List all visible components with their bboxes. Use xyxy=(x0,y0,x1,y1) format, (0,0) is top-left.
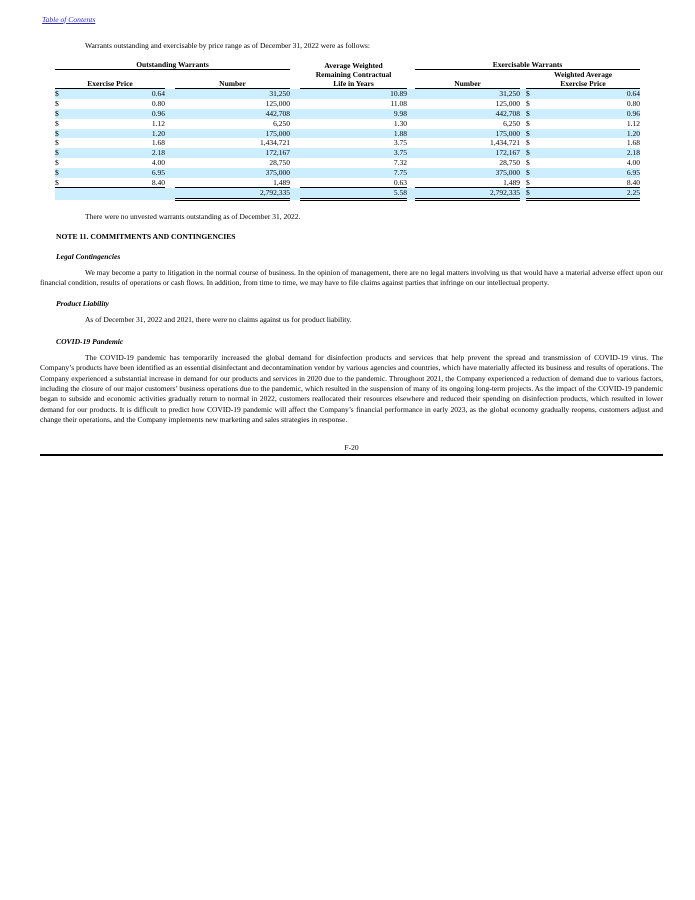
life-in-years-cell: 7.75 xyxy=(300,168,407,178)
column-spacer xyxy=(290,119,300,129)
currency-symbol: $ xyxy=(55,148,67,158)
column-spacer xyxy=(165,119,175,129)
life-in-years-cell: 7.32 xyxy=(393,157,408,167)
footer-rule xyxy=(40,454,663,456)
exercisable-number-cell: 1,434,721 xyxy=(490,138,521,148)
avg-weighted-line3: Life in Years xyxy=(333,79,374,89)
warrants-row xyxy=(55,138,640,148)
outstanding-number-cell: 31,250 xyxy=(175,89,290,99)
life-in-years-total: 5.58 xyxy=(300,188,407,200)
column-spacer xyxy=(165,168,175,178)
currency-symbol-empty xyxy=(55,188,67,200)
column-spacer xyxy=(407,178,415,188)
weighted-avg-price-cell: 1.20 xyxy=(538,129,640,139)
exercisable-warrants-header: Exercisable Warrants xyxy=(415,60,640,70)
warrants-row xyxy=(55,158,640,168)
weighted-avg-price-cell: 0.96 xyxy=(538,109,640,119)
product-liability-text: As of December 31, 2022 and 2021, there were no claims against us for product liability. xyxy=(85,315,352,325)
life-in-years-cell: 11.08 xyxy=(390,99,408,109)
currency-symbol: $ xyxy=(55,118,59,128)
product-liability-heading: Product Liability xyxy=(56,299,109,309)
outstanding-number-cell: 172,167 xyxy=(175,148,290,158)
avg-weighted-line2: Remaining Contractual xyxy=(315,70,392,80)
currency-symbol: $ xyxy=(526,138,530,148)
warrants-row xyxy=(55,148,640,158)
currency-symbol: $ xyxy=(526,89,538,99)
currency-symbol: $ xyxy=(55,138,59,148)
table-of-contents-link[interactable]: Table of Contents xyxy=(42,15,96,24)
avg-weighted-life-header xyxy=(300,60,407,89)
column-spacer xyxy=(165,138,175,148)
column-spacer xyxy=(290,89,300,99)
covid-pandemic-heading: COVID-19 Pandemic xyxy=(56,336,124,346)
column-spacer xyxy=(165,188,175,200)
page-number: F-20 xyxy=(344,443,359,452)
warrants-table-body xyxy=(55,89,640,200)
exercisable-number-cell: 28,750 xyxy=(499,157,521,167)
column-spacer xyxy=(407,119,415,129)
intro-text: Warrants outstanding and exercisable by price range as of December 31, 2022 were as follows: xyxy=(85,41,370,50)
warrants-row xyxy=(55,89,640,99)
outstanding-number-cell: 125,000 xyxy=(265,99,291,109)
currency-symbol: $ xyxy=(55,99,59,109)
exercisable-number-cell: 6,250 xyxy=(503,118,521,128)
column-spacer xyxy=(407,158,415,168)
exercise-price-cell: 4.00 xyxy=(151,157,165,167)
currency-symbol: $ xyxy=(526,188,538,200)
exercisable-number-cell: 375,000 xyxy=(415,168,520,178)
exercise-price-cell: 0.96 xyxy=(67,109,165,119)
outstanding-warrants-header: Outstanding Warrants xyxy=(55,60,290,70)
weighted-avg-price-cell: 0.64 xyxy=(538,89,640,99)
column-spacer xyxy=(290,99,300,109)
column-spacer xyxy=(165,148,175,158)
life-in-years-cell: 1.30 xyxy=(393,118,408,128)
column-spacer xyxy=(407,129,415,139)
currency-symbol: $ xyxy=(526,118,530,128)
weighted-avg-price-total: 2.25 xyxy=(538,188,640,200)
legal-contingencies-heading: Legal Contingencies xyxy=(56,251,121,261)
column-spacer xyxy=(290,178,300,188)
weighted-avg-price-cell: 6.95 xyxy=(538,168,640,178)
weighted-avg-price-cell: 8.40 xyxy=(538,178,640,188)
currency-symbol: $ xyxy=(526,157,530,167)
weighted-avg-price-cell: 1.68 xyxy=(626,138,641,148)
unvested-note: There were no unvested warrants outstanding as of December 31, 2022. xyxy=(85,212,301,222)
exercisable-number-cell: 442,708 xyxy=(415,109,520,119)
column-spacer xyxy=(165,99,175,109)
life-in-years-cell: 0.63 xyxy=(300,178,407,188)
exercise-price-cell: 2.18 xyxy=(67,148,165,158)
currency-symbol: $ xyxy=(55,89,67,99)
column-spacer xyxy=(407,138,415,148)
column-spacer xyxy=(407,109,415,119)
currency-symbol: $ xyxy=(526,168,538,178)
column-spacer xyxy=(407,60,415,70)
exercise-price-total-empty xyxy=(67,188,165,200)
section-covid-pandemic xyxy=(0,337,695,426)
exercise-price-column-header: Exercise Price xyxy=(55,70,165,89)
exercise-price-cell: 1.12 xyxy=(151,118,165,128)
column-spacer xyxy=(165,129,175,139)
column-spacer xyxy=(290,168,300,178)
weighted-avg-price-cell: 0.80 xyxy=(626,99,641,109)
note11-heading: NOTE 11. COMMITMENTS AND CONTINGENCIES xyxy=(56,231,236,241)
life-in-years-cell: 9.98 xyxy=(300,109,407,119)
currency-symbol: $ xyxy=(55,178,67,188)
outstanding-number-cell: 1,434,721 xyxy=(260,138,291,148)
column-spacer xyxy=(290,188,300,200)
exercise-price-cell: 1.68 xyxy=(151,138,165,148)
column-spacer xyxy=(165,158,175,168)
warrants-row xyxy=(55,168,640,178)
exercise-price-cell: 0.80 xyxy=(151,99,165,109)
column-spacer xyxy=(165,89,175,99)
column-spacer xyxy=(290,70,300,89)
currency-symbol: $ xyxy=(55,168,67,178)
column-spacer xyxy=(407,168,415,178)
exercisable-number-cell: 175,000 xyxy=(415,129,520,139)
weighted-avg-line1: Weighted Average xyxy=(554,70,613,80)
weighted-avg-line2: Exercise Price xyxy=(560,79,606,89)
warrants-row xyxy=(55,119,640,129)
outstanding-number-cell: 175,000 xyxy=(175,129,290,139)
column-spacer xyxy=(407,99,415,109)
column-spacer xyxy=(290,138,300,148)
avg-weighted-line1: Average Weighted xyxy=(324,61,383,71)
column-spacer xyxy=(165,178,175,188)
currency-symbol: $ xyxy=(526,99,530,109)
column-spacer xyxy=(407,188,415,200)
warrants-row xyxy=(55,99,640,109)
weighted-avg-price-cell: 1.12 xyxy=(626,118,641,128)
outstanding-number-total: 2,792,335 xyxy=(175,188,290,200)
weighted-avg-price-cell: 2.18 xyxy=(538,148,640,158)
warrants-row xyxy=(55,109,640,119)
column-spacer xyxy=(290,109,300,119)
currency-symbol: $ xyxy=(526,129,538,139)
column-spacer xyxy=(290,158,300,168)
column-spacer xyxy=(165,70,175,89)
life-in-years-cell: 3.75 xyxy=(393,138,408,148)
legal-contingencies-text: We may become a party to litigation in the normal course of business. In the opinion of management, there are no legal matters involving us that would have a material adverse effect upon our financial condition, results of operations or cash flows. In addition, from time to time, we may have to file claims against parties that infringe on our intellectual property. xyxy=(40,267,663,287)
exercise-price-cell: 1.20 xyxy=(67,129,165,139)
column-spacer xyxy=(407,70,415,89)
exercisable-number-cell: 1,489 xyxy=(415,178,520,188)
number-column-header: Number xyxy=(175,70,290,89)
currency-symbol: $ xyxy=(55,109,67,119)
currency-symbol: $ xyxy=(55,129,67,139)
column-spacer xyxy=(407,148,415,158)
section-product-liability xyxy=(0,299,695,325)
group-header-row xyxy=(55,60,640,70)
outstanding-number-cell: 1,489 xyxy=(175,178,290,188)
exercise-price-cell: 0.64 xyxy=(67,89,165,99)
life-in-years-cell: 3.75 xyxy=(300,148,407,158)
page-footer xyxy=(40,443,663,456)
exercisable-number-cell: 172,167 xyxy=(415,148,520,158)
life-in-years-cell: 1.88 xyxy=(300,129,407,139)
weighted-avg-price-cell: 4.00 xyxy=(626,157,641,167)
outstanding-number-cell: 442,708 xyxy=(175,109,290,119)
currency-symbol: $ xyxy=(526,178,538,188)
column-spacer xyxy=(165,109,175,119)
column-spacer xyxy=(290,148,300,158)
exercisable-number-column-header: Number xyxy=(415,70,520,89)
warrants-row xyxy=(55,178,640,188)
outstanding-number-cell: 375,000 xyxy=(175,168,290,178)
exercise-price-cell: 6.95 xyxy=(67,168,165,178)
column-spacer xyxy=(290,129,300,139)
exercise-price-cell: 8.40 xyxy=(67,178,165,188)
warrants-total-row xyxy=(55,188,640,200)
exercisable-number-total: 2,792,335 xyxy=(415,188,520,200)
currency-symbol: $ xyxy=(55,157,59,167)
column-spacer xyxy=(290,60,300,70)
covid-pandemic-text: The COVID-19 pandemic has temporarily increased the global demand for disinfection products and services that help prevent the spread and transmission of COVID-19 virus. The Company’s products have been identified as an essential disinfectant and decontamination vendor by various agencies and countries, which have materially affected its business and results of operations. The Company experienced a substantial increase in demand for our products and services in 2020 due to the pandemic. Throughout 2021, the Company experienced a reduction of demand due to various factors, including the closure of our major customers’ business operations due to the pandemic, which resulted in the suspension of many of its ongoing long-term projects. As the impact of the COVID-19 pandemic began to subside and economic activities gradually return to normal in 2022, customers reallocated their resources elsewhere and reduced their spending on disinfection products, which resulted in lower demand for our products. It is difficult to predict how COVID-19 pandemic will affect the Company’s financial performance in early 2023, as the global economy gradually reopens, customers adjust and change their operations, and the Company implements new marketing and sales strategies in response. xyxy=(40,352,663,425)
currency-symbol: $ xyxy=(526,148,538,158)
life-in-years-cell: 10.89 xyxy=(300,89,407,99)
weighted-avg-price-column-header xyxy=(526,70,640,89)
column-spacer xyxy=(407,89,415,99)
section-legal-contingencies xyxy=(0,252,695,289)
exercisable-number-cell: 31,250 xyxy=(415,89,520,99)
exercisable-number-cell: 125,000 xyxy=(495,99,521,109)
warrants-row xyxy=(55,129,640,139)
outstanding-number-cell: 28,750 xyxy=(269,157,291,167)
warrants-table xyxy=(55,60,640,201)
outstanding-number-cell: 6,250 xyxy=(273,118,291,128)
currency-symbol: $ xyxy=(526,109,538,119)
